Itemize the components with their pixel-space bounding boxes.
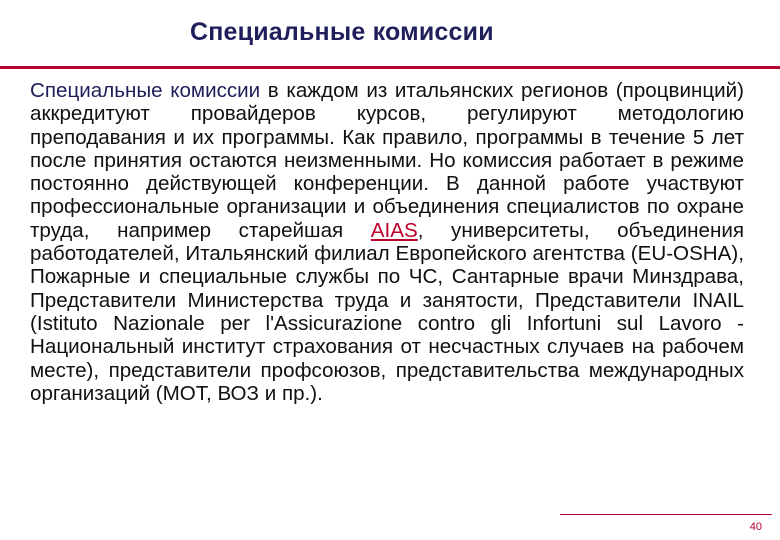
title-divider (0, 66, 780, 69)
body-paragraph (30, 79, 744, 405)
aias-link[interactable]: AIAS (370, 218, 418, 242)
highlighted-term: Специальные комиссии (30, 79, 261, 102)
footer-divider (560, 514, 772, 515)
page-number: 40 (749, 521, 762, 533)
paragraph-text-1: в каждом из итальянских регионов (процвинций) аккредитуют провайдеров курсов, регулируют методологию преподавания и их программы. Как правило, программы в течение 5 лет после принятия остаются неизменными. Но комиссия работает в режиме постоянно действующей конференции. В данной работе участвуют профессиональные организации и объединения специалистов по охране труда, например старейшая (30, 79, 744, 242)
page-title: Специальные комиссии (190, 18, 494, 46)
paragraph-text-2: , университеты, объединения работодателей, Итальянский филиал Европейского агентства (EU-OSHA), Пожарные и специальные службы по ЧС, Сантарные врачи Минздрава, Представители Министерства труда и занятости, Представители INAIL (Istituto Nazionale per l'Assicurazione contro gli Infortuni sul Lavoro - Национальный институт страхования от несчастных случаев на рабочем месте), представители профсоюзов, представительства международных организаций (МОТ, ВОЗ и пр.). (30, 218, 744, 405)
